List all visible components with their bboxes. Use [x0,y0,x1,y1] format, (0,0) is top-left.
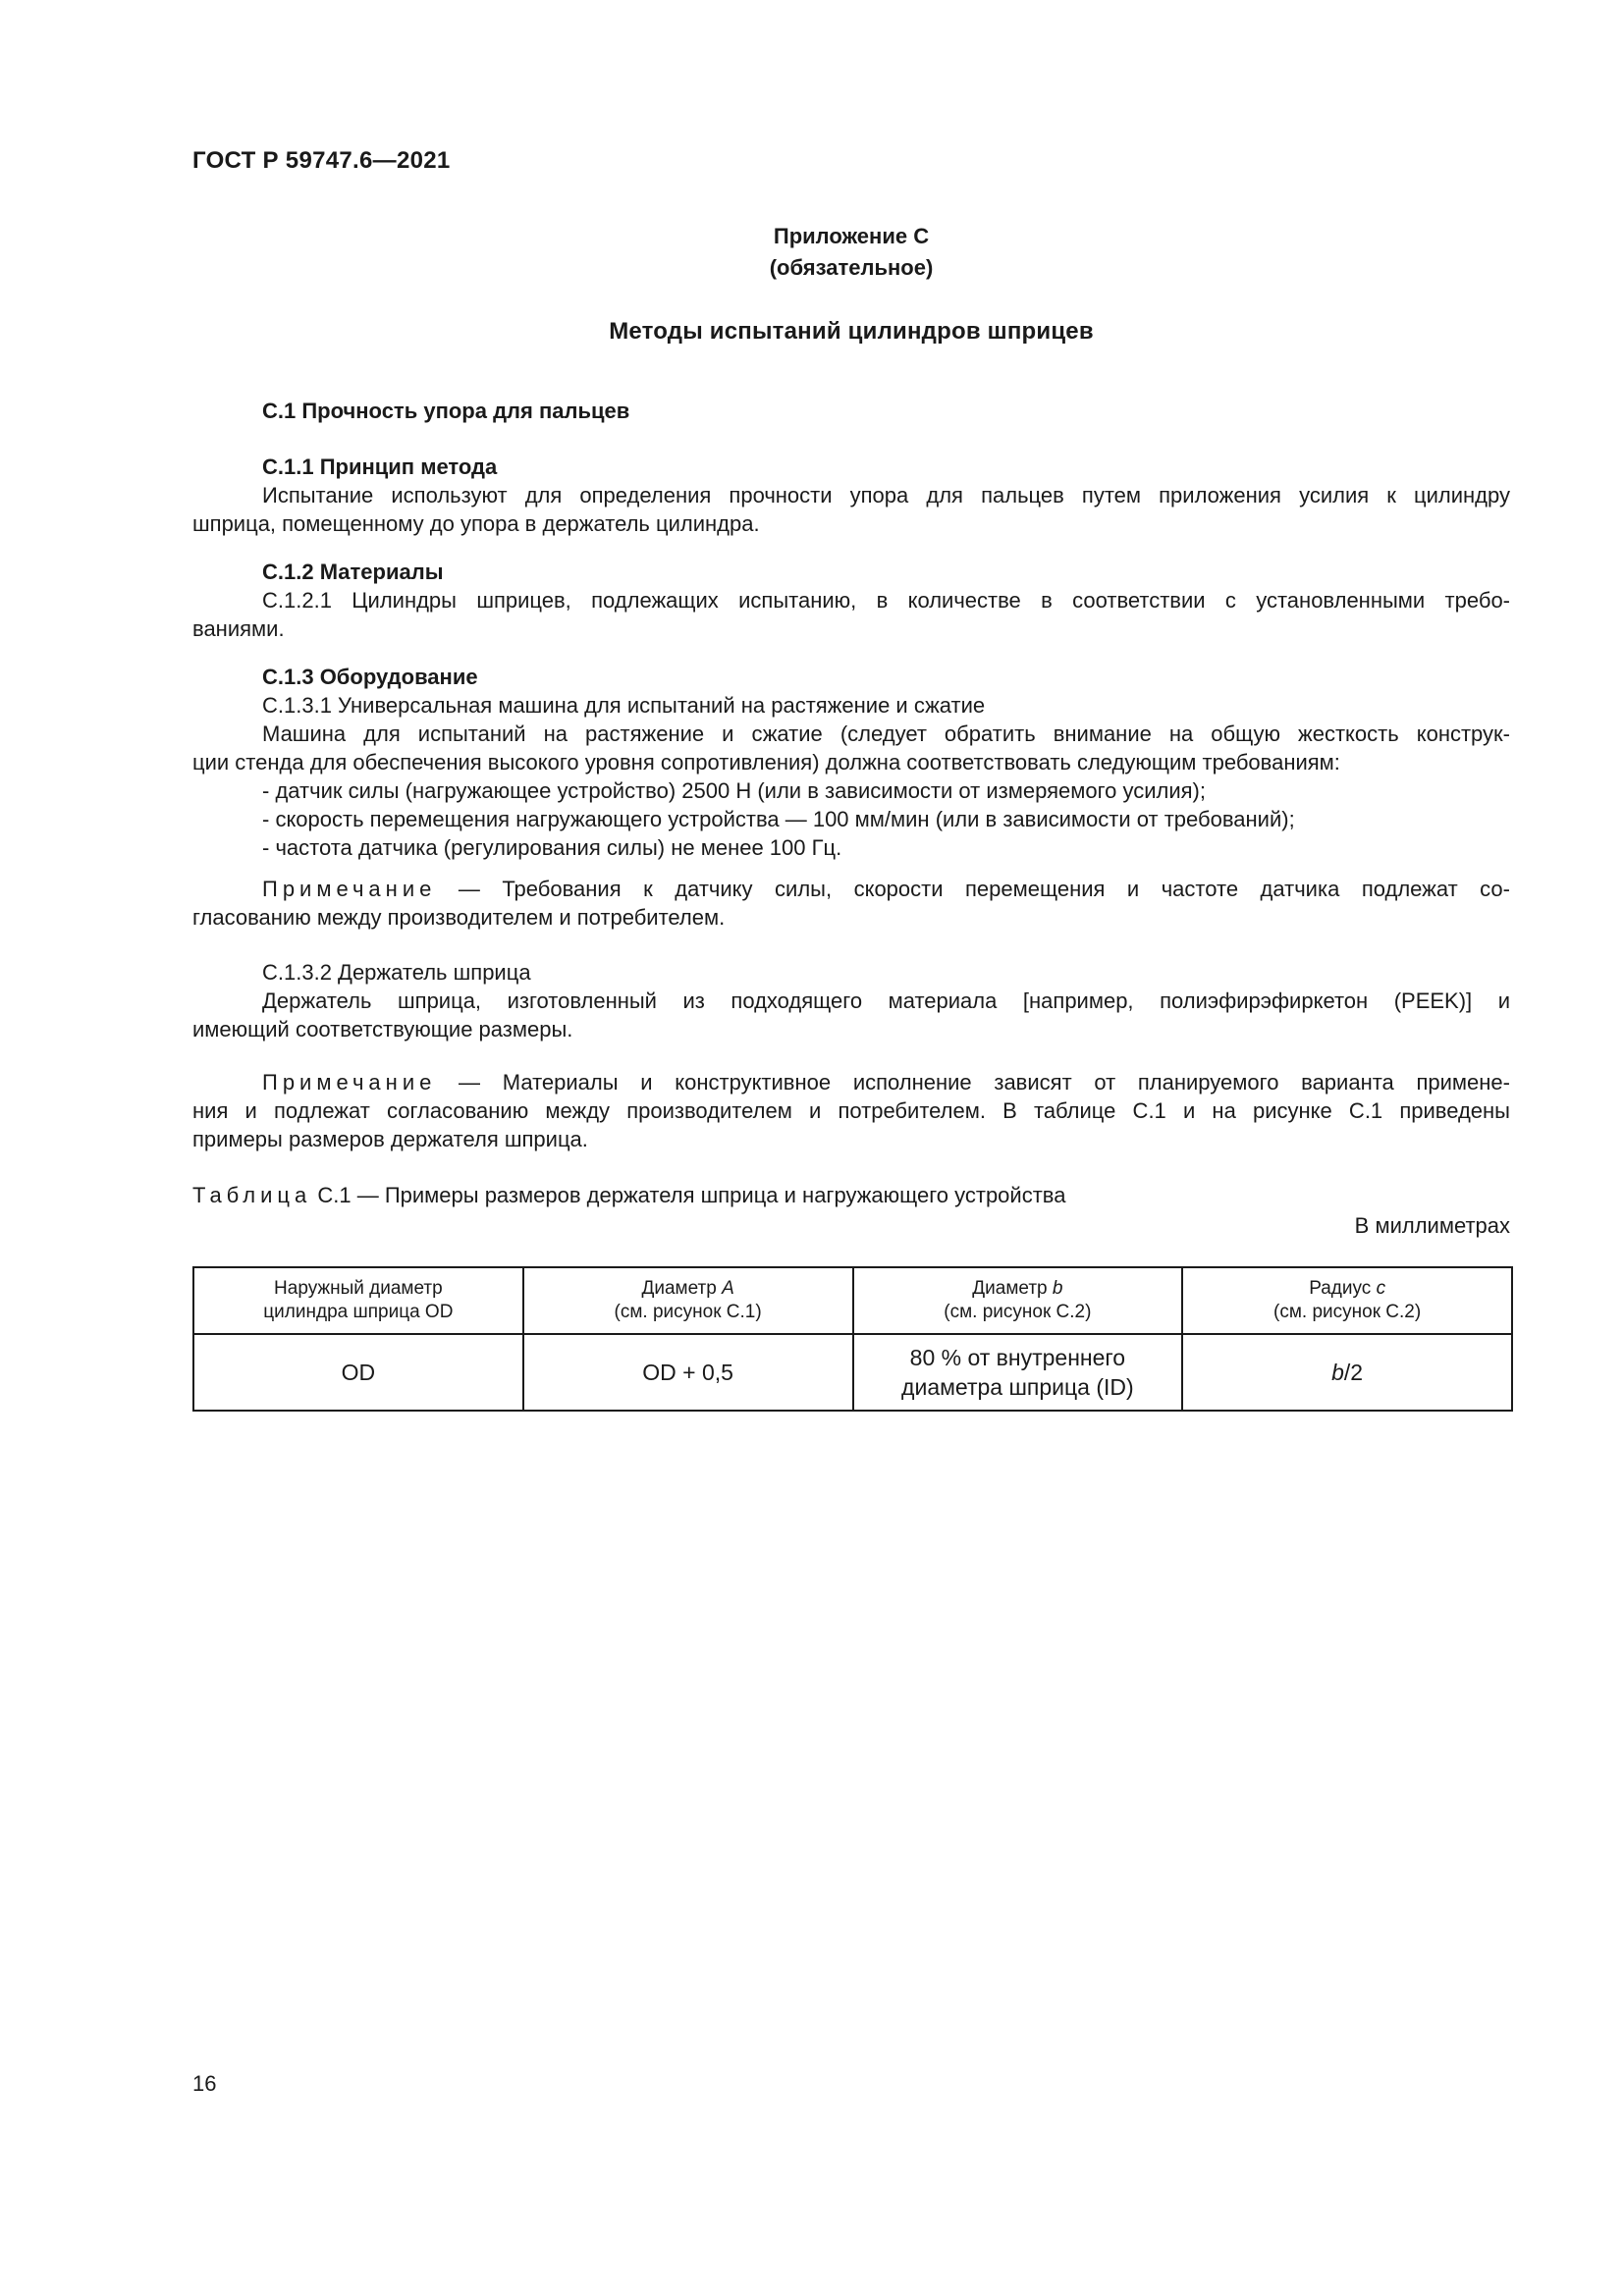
note-2 [192,1068,1510,1153]
header-line: Наружный диаметр [274,1278,443,1299]
appendix-status: (обязательное) [769,255,934,280]
section-c13-body [192,691,1510,862]
header-line: (см. рисунок С.1) [614,1302,762,1322]
dimensions-table [192,1266,1513,1412]
requirement-item: - частота датчика (регулирования силы) не менее 100 Гц. [262,835,842,860]
body-line: шприца, помещенному до упора в держатель цилиндра. [192,511,760,536]
note-line: гласованию между производителем и потребителем. [192,905,726,930]
section-c132 [192,958,1510,1043]
cell-line: 80 % от внутреннего [909,1345,1126,1370]
note-line: ния и подлежат согласованию между производителем и потребителем. В таблице С.1 и на рисунке С.1 приведены [192,1098,1510,1123]
note-line: примеры размеров держателя шприца. [192,1127,588,1151]
header-variable: c [1376,1278,1386,1299]
requirement-item: - скорость перемещения нагружающего устройства — 100 мм/мин (или в зависимости от требований); [262,807,1295,831]
header-variable: b [1052,1278,1063,1299]
note-label: Примечание [262,877,437,901]
header-cell-diameter-a [523,1267,853,1334]
cell-line: диаметра шприца (ID) [901,1374,1134,1400]
table-units: В миллиметрах [1354,1213,1510,1238]
header-text: Диаметр [972,1278,1053,1299]
table-caption [192,1181,1510,1209]
page-number: 16 [192,2071,217,2096]
body-line: имеющий соответствующие размеры. [192,1017,573,1041]
note-label: Примечание [262,1070,437,1095]
body-line: С.1.2.1 Цилиндры шприцев, подлежащих испытанию, в количестве в соответствии с установленными требо- [262,588,1510,613]
cell-radius-c [1182,1334,1512,1411]
table-caption-text: С.1 — Примеры размеров держателя шприца и нагружающего устройства [311,1183,1066,1207]
header-text: Диаметр [641,1278,723,1299]
cell-variable: b [1331,1360,1344,1385]
header-line: цилиндра шприца OD [263,1302,454,1322]
section-c11-body [192,481,1510,538]
table-label: Таблица [192,1183,312,1207]
note-text: — Требования к датчику силы, скорости перемещения и частоте датчика подлежат со- [436,877,1510,901]
table-row [193,1334,1512,1411]
header-cell-radius-c [1182,1267,1512,1334]
header-cell-diameter-b [853,1267,1183,1334]
header-line [1189,1277,1505,1301]
section-c12-heading: С.1.2 Материалы [262,560,444,584]
body-line: ваниями. [192,616,285,641]
body-line: Машина для испытаний на растяжение и сжатие (следует обратить внимание на общую жесткость конструк- [262,721,1510,746]
body-line: ции стенда для обеспечения высокого уровня сопротивления) должна соответствовать следующим требованиям: [192,750,1340,774]
cell-diameter-b [853,1334,1183,1411]
section-c12-body [192,586,1510,643]
cell-text: /2 [1343,1360,1364,1385]
header-line: (см. рисунок С.2) [1273,1302,1422,1322]
body-line: С.1.3.1 Универсальная машина для испытаний на растяжение и сжатие [262,693,986,718]
appendix-title: Приложение С [773,224,930,248]
document-code: ГОСТ Р 59747.6—2021 [192,147,451,174]
table-header-row [193,1267,1512,1334]
note-line [192,1068,1510,1096]
section-c11-heading: С.1.1 Принцип метода [262,454,498,479]
body-line: Держатель шприца, изготовленный из подходящего материала [например, полиэфирэфиркетон (PEEK)] и [262,988,1510,1013]
cell-diameter-a: OD + 0,5 [523,1334,853,1411]
header-cell-od [193,1267,523,1334]
header-text: Радиус [1309,1278,1377,1299]
cell-od: OD [193,1334,523,1411]
note-line [192,875,1510,903]
note-text: — Материалы и конструктивное исполнение зависят от планируемого варианта примене- [436,1070,1510,1095]
header-line [530,1277,846,1301]
section-c132-heading: С.1.3.2 Держатель шприца [262,960,531,985]
header-variable: A [722,1278,734,1299]
section-c1-heading: С.1 Прочность упора для пальцев [262,399,630,423]
header-line [860,1277,1176,1301]
section-c13-heading: С.1.3 Оборудование [262,665,478,689]
note-1 [192,875,1510,932]
header-line: (см. рисунок С.2) [944,1302,1092,1322]
requirement-item: - датчик силы (нагружающее устройство) 2500 Н (или в зависимости от измеряемого усилия); [262,778,1206,803]
body-line: Испытание используют для определения прочности упора для пальцев путем приложения усилия к цилиндру [262,483,1510,507]
appendix-main-title: Методы испытаний цилиндров шприцев [609,318,1094,345]
